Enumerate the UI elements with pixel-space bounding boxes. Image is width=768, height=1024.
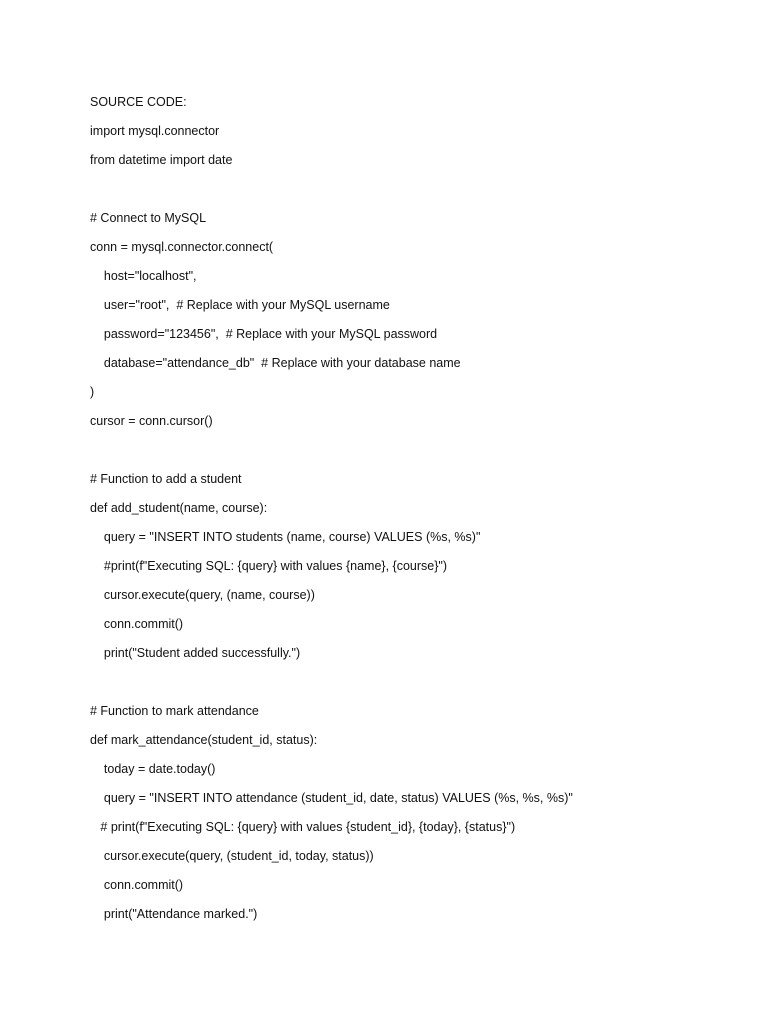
heading-line: SOURCE CODE: bbox=[90, 95, 187, 109]
code-line: conn.commit() bbox=[90, 878, 184, 892]
blank-line bbox=[90, 179, 730, 208]
comment-line: # Function to add a student bbox=[90, 472, 242, 486]
code-line: from datetime import date bbox=[90, 153, 233, 167]
code-line: cursor.execute(query, (name, course)) bbox=[90, 588, 315, 602]
code-line: query = "INSERT INTO attendance (student_id, date, status) VALUES (%s, %s, %s)" bbox=[90, 791, 573, 805]
document-body bbox=[90, 92, 730, 933]
blank-line bbox=[90, 672, 730, 701]
code-line: host="localhost", bbox=[90, 269, 197, 283]
code-line: today = date.today() bbox=[90, 762, 216, 776]
code-line: user="root", # Replace with your MySQL username bbox=[90, 298, 390, 312]
code-line: conn = mysql.connector.connect( bbox=[90, 240, 274, 254]
code-line: database="attendance_db" # Replace with your database name bbox=[90, 356, 461, 370]
comment-line: # Function to mark attendance bbox=[90, 704, 259, 718]
code-line: print("Student added successfully.") bbox=[90, 646, 301, 660]
code-line: def add_student(name, course): bbox=[90, 501, 268, 515]
comment-line: # Connect to MySQL bbox=[90, 211, 207, 225]
code-line: cursor = conn.cursor() bbox=[90, 414, 213, 428]
code-line: def mark_attendance(student_id, status): bbox=[90, 733, 318, 747]
blank-line bbox=[90, 440, 730, 469]
code-line: # print(f"Executing SQL: {query} with values {student_id}, {today}, {status}") bbox=[90, 820, 516, 834]
code-line: #print(f"Executing SQL: {query} with values {name}, {course}") bbox=[90, 559, 447, 573]
code-line: query = "INSERT INTO students (name, course) VALUES (%s, %s)" bbox=[90, 530, 481, 544]
code-line: password="123456", # Replace with your MySQL password bbox=[90, 327, 438, 341]
code-line: print("Attendance marked.") bbox=[90, 907, 258, 921]
code-line: ) bbox=[90, 385, 95, 399]
code-line: cursor.execute(query, (student_id, today, status)) bbox=[90, 849, 374, 863]
code-line: conn.commit() bbox=[90, 617, 184, 631]
code-line: import mysql.connector bbox=[90, 124, 220, 138]
